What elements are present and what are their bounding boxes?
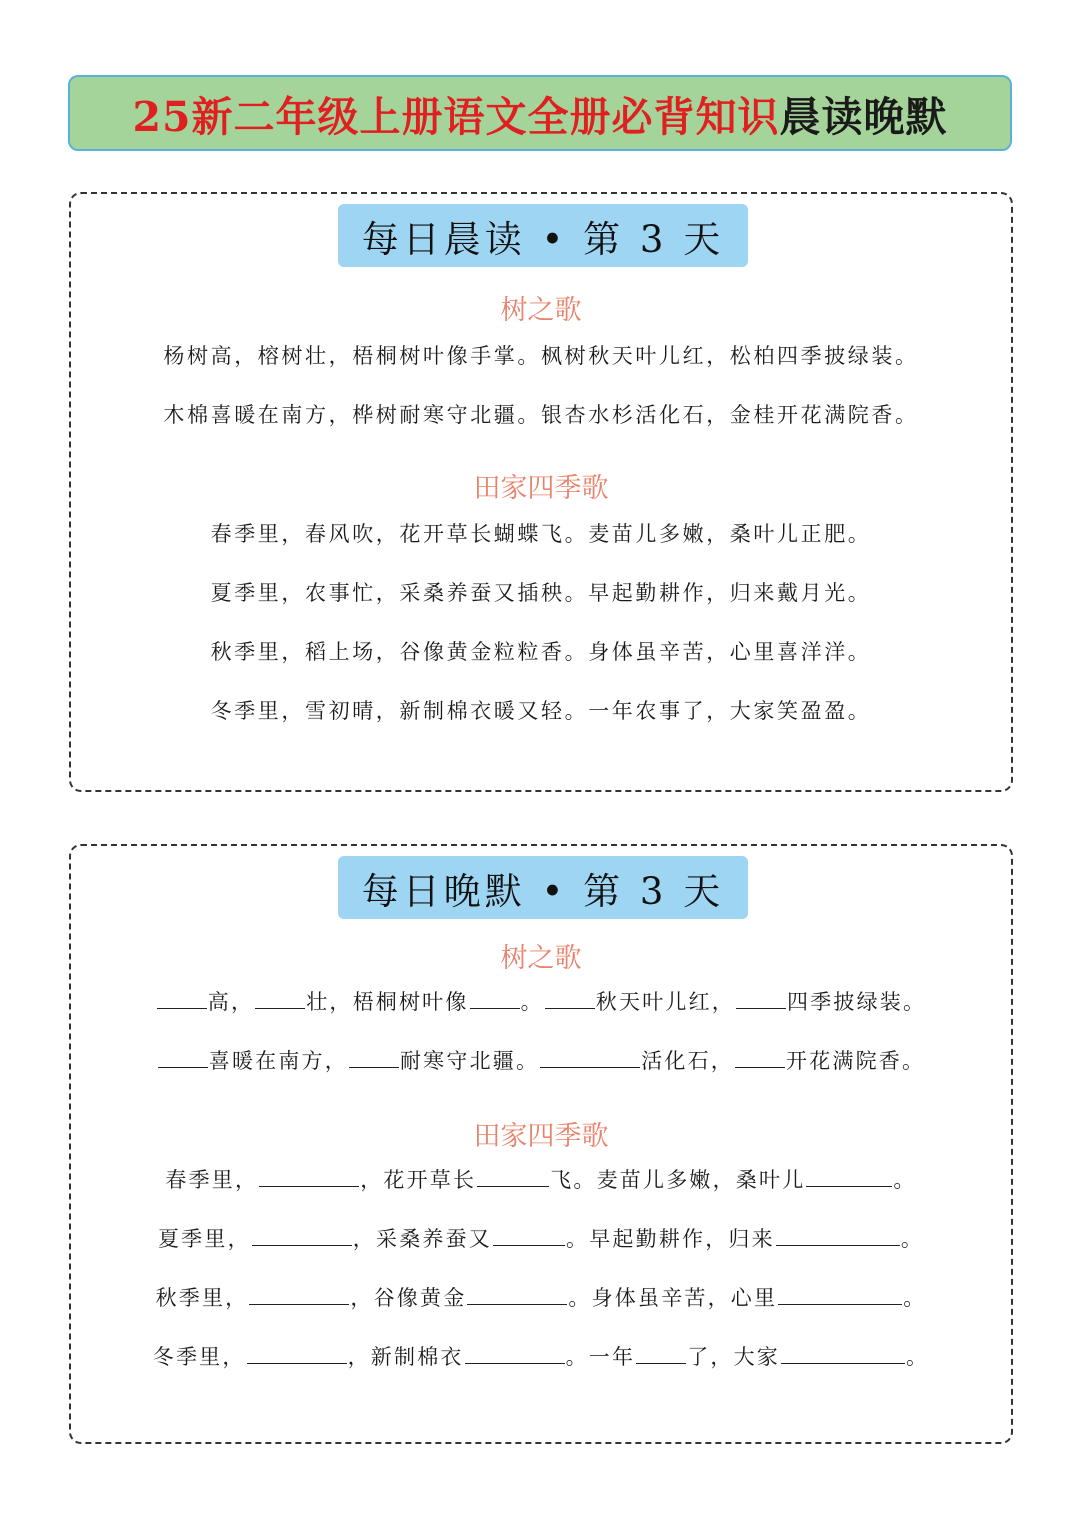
fill-blank-line: [71, 986, 1011, 1016]
answer-blank[interactable]: [249, 1284, 349, 1305]
answer-blank[interactable]: [545, 988, 595, 1009]
banner-subtitle: 晨读晚默: [779, 92, 948, 141]
line-text: 夏季里，: [157, 1227, 251, 1251]
line-text: 冬季里，: [152, 1345, 246, 1369]
answer-blank[interactable]: [781, 1343, 905, 1364]
answer-blank[interactable]: [735, 1047, 785, 1068]
fill-blank-line: [71, 1341, 1011, 1371]
line-text: 喜暖在南方，: [208, 1049, 348, 1073]
line-text: 。: [893, 1168, 917, 1192]
line-text: 秋季里，: [155, 1286, 249, 1310]
line-text: 。: [900, 1227, 925, 1251]
line-text: 。: [906, 1345, 930, 1369]
fill-blank-line: [71, 1223, 1011, 1253]
answer-blank[interactable]: [247, 1343, 347, 1364]
poem-title-four-seasons: 田家四季歌: [473, 1121, 609, 1152]
poem-title-four-seasons: 田家四季歌: [473, 473, 609, 504]
fill-blank-line: [71, 1164, 1011, 1194]
morning-reading-card: [69, 192, 1013, 792]
line-text: 飞。麦苗儿多嫩，桑叶儿: [550, 1168, 806, 1192]
answer-blank[interactable]: [349, 1047, 399, 1068]
evening-heading: 每日晚默 • 第 3 天: [338, 856, 748, 919]
line-text: 。一年: [565, 1345, 636, 1369]
evening-dictation-card: [69, 844, 1013, 1444]
answer-blank[interactable]: [776, 1225, 900, 1246]
page-banner: [68, 75, 1012, 151]
line-text: ，谷像黄金: [350, 1286, 467, 1310]
poem-line: 夏季里，农事忙，采桑养蚕又插秧。早起勤耕作，归来戴月光。: [210, 581, 872, 605]
poem-line: 春季里，春风吹，花开草长蝴蝶飞。麦苗儿多嫩，桑叶儿正肥。: [210, 522, 872, 546]
line-text: 开花满院香。: [786, 1049, 926, 1073]
line-text: 高，: [207, 990, 255, 1014]
line-text: ，采桑养蚕又: [352, 1227, 492, 1251]
morning-heading: 每日晨读 • 第 3 天: [338, 204, 748, 267]
answer-blank[interactable]: [157, 988, 207, 1009]
answer-blank[interactable]: [255, 988, 305, 1009]
answer-blank[interactable]: [252, 1225, 352, 1246]
answer-blank[interactable]: [806, 1166, 892, 1187]
answer-blank[interactable]: [540, 1047, 640, 1068]
fill-blank-line: [71, 1282, 1011, 1312]
poem-title-tree-song: 树之歌: [500, 943, 582, 974]
line-text: ，新制棉衣: [347, 1345, 464, 1369]
poem-line: 木棉喜暖在南方，桦树耐寒守北疆。银杏水杉活化石，金桂开花满院香。: [163, 403, 919, 427]
poem-line: 冬季里，雪初晴，新制棉衣暖又轻。一年农事了，大家笑盈盈。: [210, 699, 872, 723]
answer-blank[interactable]: [493, 1225, 565, 1246]
answer-blank[interactable]: [467, 1284, 567, 1305]
poem-line: 杨树高，榕树壮，梧桐树叶像手掌。枫树秋天叶儿红，松柏四季披绿装。: [163, 344, 919, 368]
line-text: 活化石，: [641, 1049, 734, 1073]
fill-blank-line: [71, 1045, 1011, 1075]
line-text: 耐寒守北疆。: [399, 1049, 540, 1073]
answer-blank[interactable]: [636, 1343, 686, 1364]
poem-title-tree-song: 树之歌: [500, 295, 582, 326]
poem-line: 秋季里，稻上场，谷像黄金粒粒香。身体虽辛苦，心里喜洋洋。: [210, 640, 872, 664]
answer-blank[interactable]: [778, 1284, 902, 1305]
line-text: 。早起勤耕作，归来: [566, 1227, 775, 1251]
answer-blank[interactable]: [158, 1047, 208, 1068]
line-text: 。: [520, 990, 544, 1014]
answer-blank[interactable]: [477, 1166, 549, 1187]
line-text: 秋天叶儿红，: [595, 990, 735, 1014]
line-text: 了，大家: [687, 1345, 781, 1369]
line-text: 春季里，: [165, 1168, 259, 1192]
answer-blank[interactable]: [465, 1343, 565, 1364]
line-text: 。身体虽辛苦，心里: [568, 1286, 778, 1310]
answer-blank[interactable]: [259, 1166, 359, 1187]
line-text: 壮，梧桐树叶像: [306, 990, 469, 1014]
answer-blank[interactable]: [470, 988, 520, 1009]
banner-title: 25新二年级上册语文全册必背知识: [132, 92, 780, 141]
answer-blank[interactable]: [736, 988, 786, 1009]
line-text: ，花开草长: [360, 1168, 477, 1192]
line-text: 。: [903, 1286, 927, 1310]
line-text: 四季披绿装。: [787, 990, 927, 1014]
